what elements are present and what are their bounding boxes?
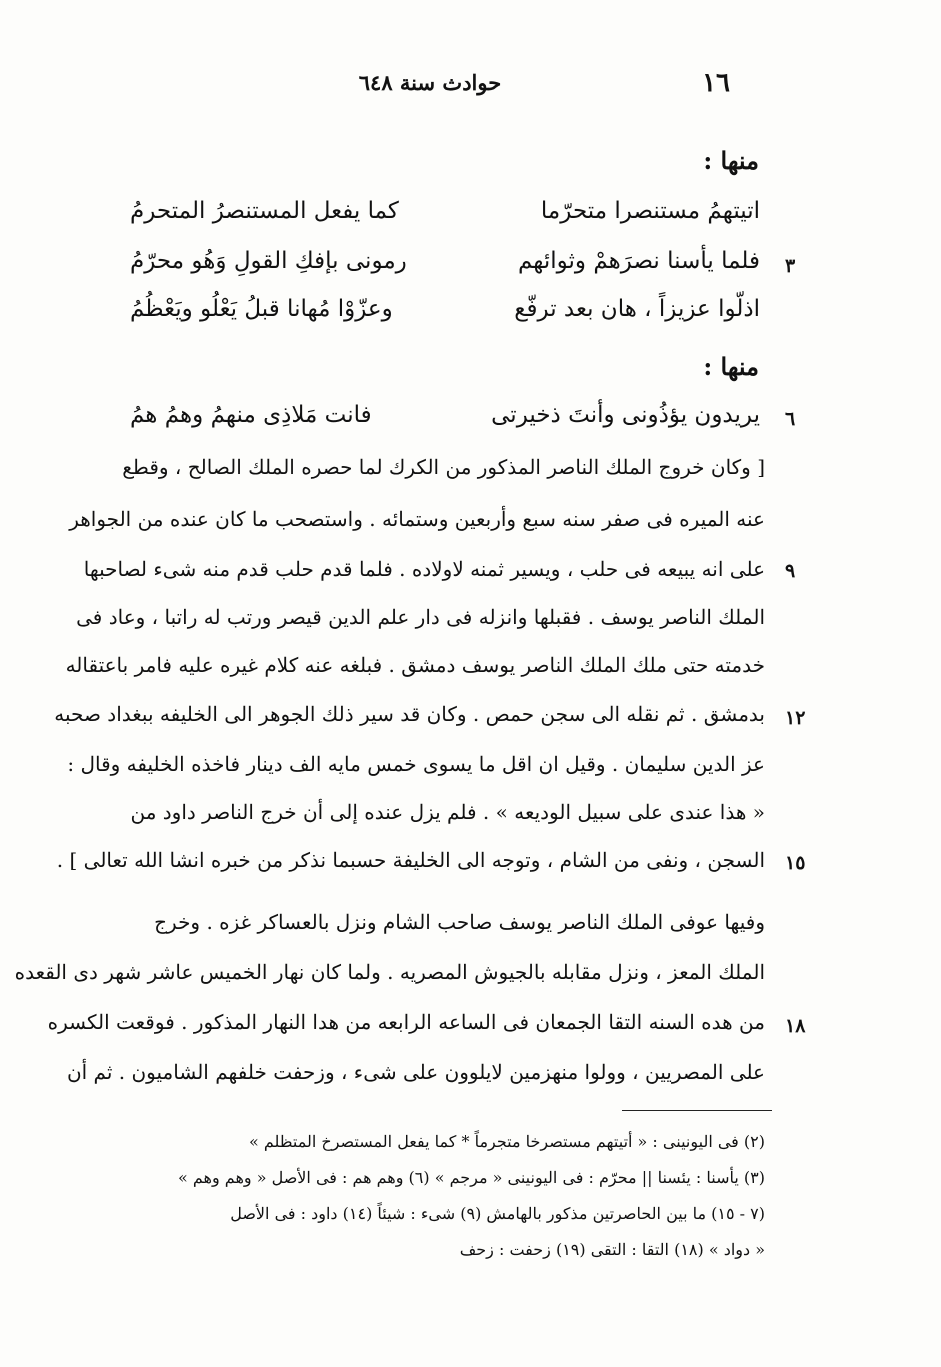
verse-intro: منها : [703,352,759,381]
line-number: ١٢ [785,707,806,729]
verse-first-hemistich: يريدون يؤذُونى وأنتَ ذخيرتى [491,402,760,428]
line-number: ٩ [785,560,796,582]
footnote-line: « دواد » (١٨) التقا : التقى (١٩) زحفت : زحف [459,1240,765,1259]
line-number: ٣ [785,255,796,277]
verse-second-hemistich: رمونى بإفكِ القولِ وَهُو محرّمُ [130,248,407,274]
prose-line: على انه يبيعه فى حلب ، ويسير ثمنه لاولاده . فلما قدم حلب قدم منه شىء لصاحبها [83,557,765,581]
line-number: ١٨ [785,1015,806,1037]
prose-line: عنه الميره فى صفر سنه سبع وأربعين وستمائه . واستصحب ما كان عنده من الجواهر [69,507,765,531]
verse-second-hemistich: وعزّوْا مُهانا قبلُ يَعْلُو ويَعْظُمُ [130,296,393,322]
prose-line: السجن ، ونفى من الشام ، وتوجه الى الخليفة حسبما نذكر من خبره انشا الله تعالى ] . [56,848,765,872]
prose-line: من هده السنه التقا الجمعان فى الساعه الرابعه من هدا النهار المذكور . فوقعت الكسره [47,1010,765,1034]
line-number: ١٥ [785,852,806,874]
verse-first-hemistich: اتيتهمُ مستنصرا متحرّما [540,198,760,224]
prose-line: [ وكان خروج الملك الناصر المذكور من الكرك لما حصره الملك الصالح ، وقطع [122,455,765,479]
prose-line: وفيها عوفى الملك الناصر يوسف صاحب الشام ونزل بالعساكر غزه . وخرج [154,910,765,934]
footnote-line: (٣) يأسنا : يئسنا || محرّم : فى اليونينى « مرجم » (٦) وهم هم : فى الأصل « وهم وهم » [178,1168,765,1187]
running-header-title: حوادث سنة ٦٤٨ [358,70,502,95]
footnote-line: (٧ - ١٥) ما بين الحاصرتين مذكور بالهامش (٩) شىء : شيئاً (١٤) داود : فى الأصل [230,1204,765,1223]
verse-line [100,296,760,336]
verse-intro: منها : [703,146,759,175]
prose-line: الملك الناصر يوسف . فقبلها وانزله فى دار علم الدين قيصر ورتب له راتبا ، وعاد فى [76,605,765,629]
prose-line: « هذا عندى على سبيل الوديعه » . فلم يزل عنده إلى أن خرج الناصر داود من [130,800,765,824]
footnote-rule [622,1110,772,1111]
verse-second-hemistich: فانت مَلاذِى منهمُ وهمُ همُ [130,402,372,428]
verse-first-hemistich: فلما يأسنا نصرَهمْ وثوائهم [517,248,760,274]
footnote-line: (٢) فى اليونينى : « أتيتهم مستصرخا متجرماً * كما يفعل المستصرخ المتظلم » [248,1132,765,1151]
verse-line [100,402,760,442]
prose-line: على المصريين ، وولوا منهزمين لايلوون على شىء ، وزحفت خلفهم الشاميون . ثم أن [66,1060,765,1084]
prose-line: خدمته حتى ملك الملك الناصر يوسف دمشق . فبلغه عنه كلام غيره عليه فامر باعتقاله [65,653,765,677]
verse-line [100,248,760,288]
prose-line: الملك المعز ، ونزل مقابله بالجيوش المصريه . ولما كان نهار الخميس عاشر شهر دى القعده [14,960,765,984]
page-number: ١٦ [702,68,730,98]
verse-first-hemistich: اذلّوا عزيزاً ، هان بعد ترفّع [514,296,760,322]
verse-second-hemistich: كما يفعل المستنصرُ المتحرمُ [130,198,399,224]
prose-line: بدمشق . ثم نقله الى سجن حمص . وكان قد سير ذلك الجوهر الى الخليفه ببغداد صحبه [54,702,765,726]
verse-line [100,198,760,238]
line-number: ٦ [785,408,796,430]
prose-line: عز الدين سليمان . وقيل ان اقل ما يسوى خمس مايه الف دينار فاخذه الخليفه وقال : [67,752,765,776]
